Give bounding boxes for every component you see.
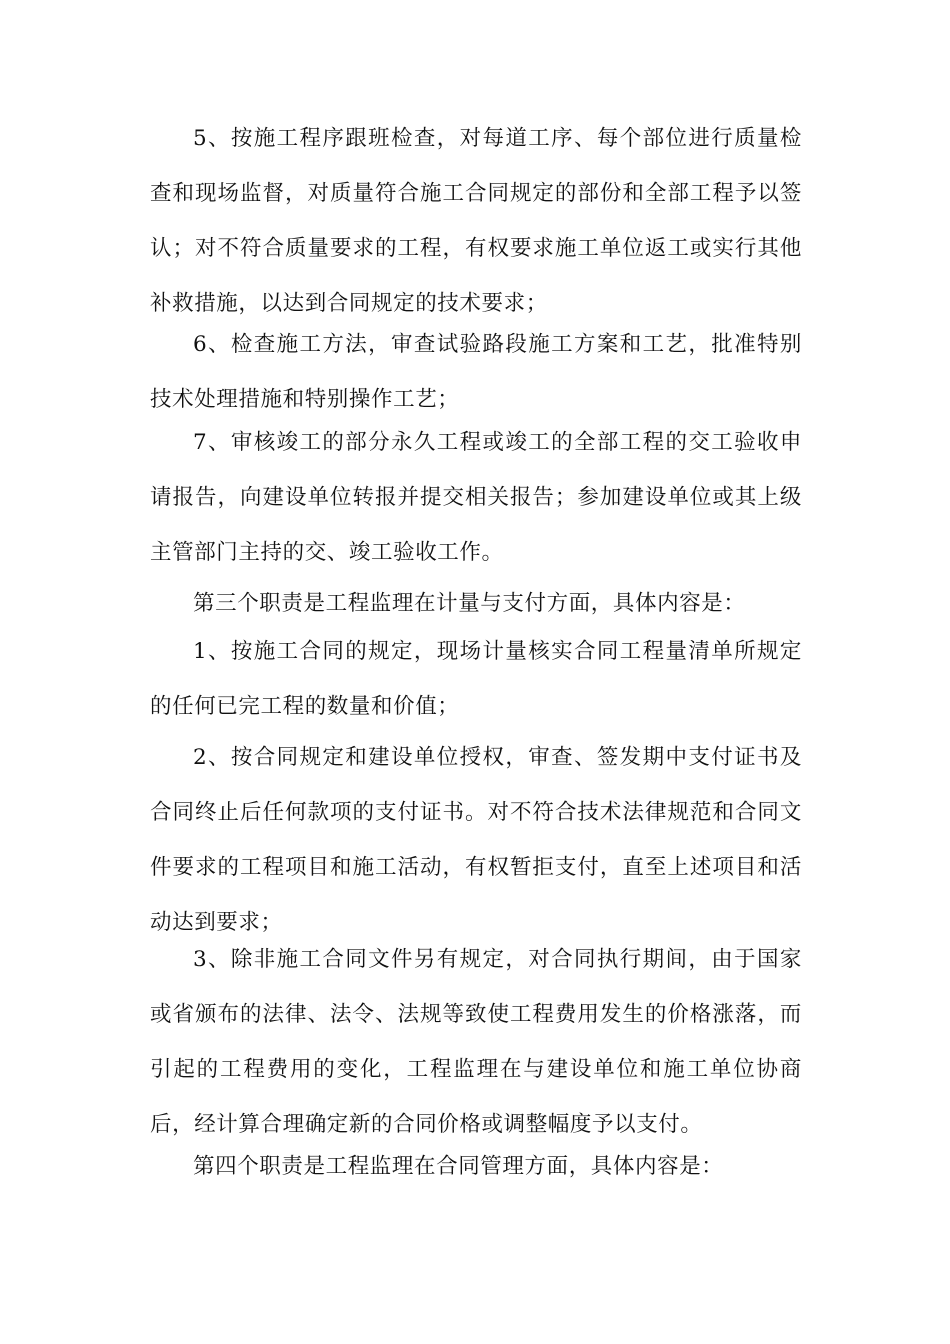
paragraph-quality-item-7: 7、审核竣工的部分永久工程或竣工的全部工程的交工验收申请报告，向建设单位转报并提交相关报告；参加建设单位或其上级主管部门主持的交、竣工验收工作。: [150, 430, 802, 565]
paragraph-payment-item-2: 2、按合同规定和建设单位授权，审查、签发期中支付证书及合同终止后任何款项的支付证书。对不符合技术法律规范和合同文件要求的工程项目和施工活动，有权暂拒支付，直至上述项目和活动达到要求；: [150, 745, 802, 935]
paragraph-third-duty-heading: 第三个职责是工程监理在计量与支付方面，具体内容是：: [193, 591, 746, 616]
paragraph-quality-item-5: 5、按施工程序跟班检查，对每道工序、每个部位进行质量检查和现场监督，对质量符合施工合同规定的部份和全部工程予以签认；对不符合质量要求的工程，有权要求施工单位返工或实行其他补救措施，以达到合同规定的技术要求；: [150, 126, 802, 316]
paragraph-payment-item-1: 1、按施工合同的规定，现场计量核实合同工程量清单所规定的任何已完工程的数量和价值；: [150, 639, 802, 719]
paragraph-fourth-duty-heading: 第四个职责是工程监理在合同管理方面，具体内容是：: [193, 1154, 724, 1179]
paragraph-quality-item-6: 6、检查施工方法，审查试验路段施工方案和工艺，批准特别技术处理措施和特别操作工艺；: [150, 332, 802, 412]
paragraph-payment-item-3: 3、除非施工合同文件另有规定，对合同执行期间，由于国家或省颁布的法律、法令、法规等致使工程费用发生的价格涨落，而引起的工程费用的变化，工程监理在与建设单位和施工单位协商后，经计算合理确定新的合同价格或调整幅度予以支付。: [150, 947, 802, 1137]
